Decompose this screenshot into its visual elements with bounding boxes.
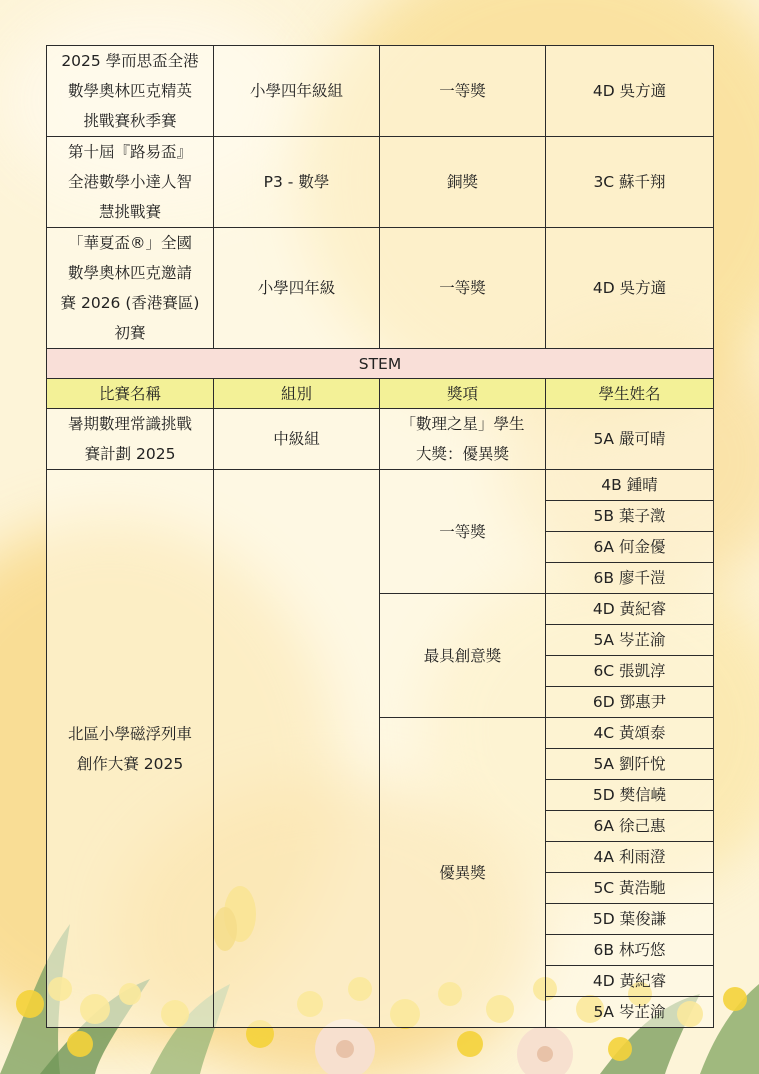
student-cell: 4D 黃紀睿 [546,594,714,625]
header-group: 組別 [214,379,380,409]
student-cell: 5A 劉阡悅 [546,749,714,780]
group-cell: 小學四年級組 [214,46,380,137]
header-competition: 比賽名稱 [47,379,214,409]
student-cell: 6D 鄧惠尹 [546,687,714,718]
award-cell: 一等獎 [380,470,546,594]
award-cell: 一等獎 [380,46,546,137]
student-cell: 6A 何金優 [546,532,714,563]
table-row [47,46,714,137]
student-cell: 5A 岑芷渝 [546,997,714,1028]
student-cell: 3C 蘇千翔 [546,137,714,228]
student-cell: 6C 張凱淳 [546,656,714,687]
student-cell: 4D 黃紀睿 [546,966,714,997]
student-cell: 5D 葉俊謙 [546,904,714,935]
group-cell: 中級組 [214,409,380,470]
group-cell: P3 - 數學 [214,137,380,228]
award-cell: 最具創意獎 [380,594,546,718]
award-cell: 優異獎 [380,718,546,1028]
awards-table [46,45,714,1028]
table-row [47,228,714,349]
section-title: STEM [47,349,714,379]
student-cell: 4D 吳方適 [546,46,714,137]
student-cell: 5A 岑芷渝 [546,625,714,656]
competition-cell: 「華夏盃®」全國 數學奧林匹克邀請 賽 2026 (香港賽區) 初賽 [47,228,214,349]
student-cell: 5B 葉子澂 [546,501,714,532]
column-header-row [47,379,714,409]
student-cell: 4D 吳方適 [546,228,714,349]
group-cell: 小學四年級 [214,228,380,349]
competition-cell: 北區小學磁浮列車 創作大賽 2025 [47,470,214,1028]
section-header-row [47,349,714,379]
student-cell: 4C 黃頌泰 [546,718,714,749]
student-cell: 4A 利雨澄 [546,842,714,873]
table-row [47,137,714,228]
student-cell: 6B 林巧悠 [546,935,714,966]
competition-cell: 第十屆『路易盃』 全港數學小達人智 慧挑戰賽 [47,137,214,228]
award-cell: 「數理之星」學生 大獎：優異獎 [380,409,546,470]
competition-cell: 暑期數理常識挑戰 賽計劃 2025 [47,409,214,470]
group-cell [214,470,380,1028]
table-row [47,409,714,470]
student-cell: 6B 廖千溰 [546,563,714,594]
student-cell: 5A 嚴可晴 [546,409,714,470]
student-cell: 5D 樊信嶢 [546,780,714,811]
table-row [47,470,714,501]
student-cell: 4B 鍾晴 [546,470,714,501]
competition-cell: 2025 學而思盃全港 數學奧林匹克精英 挑戰賽秋季賽 [47,46,214,137]
student-cell: 6A 徐己惠 [546,811,714,842]
award-cell: 一等獎 [380,228,546,349]
header-award: 獎項 [380,379,546,409]
award-cell: 銅獎 [380,137,546,228]
student-cell: 5C 黃浩馳 [546,873,714,904]
header-student: 學生姓名 [546,379,714,409]
